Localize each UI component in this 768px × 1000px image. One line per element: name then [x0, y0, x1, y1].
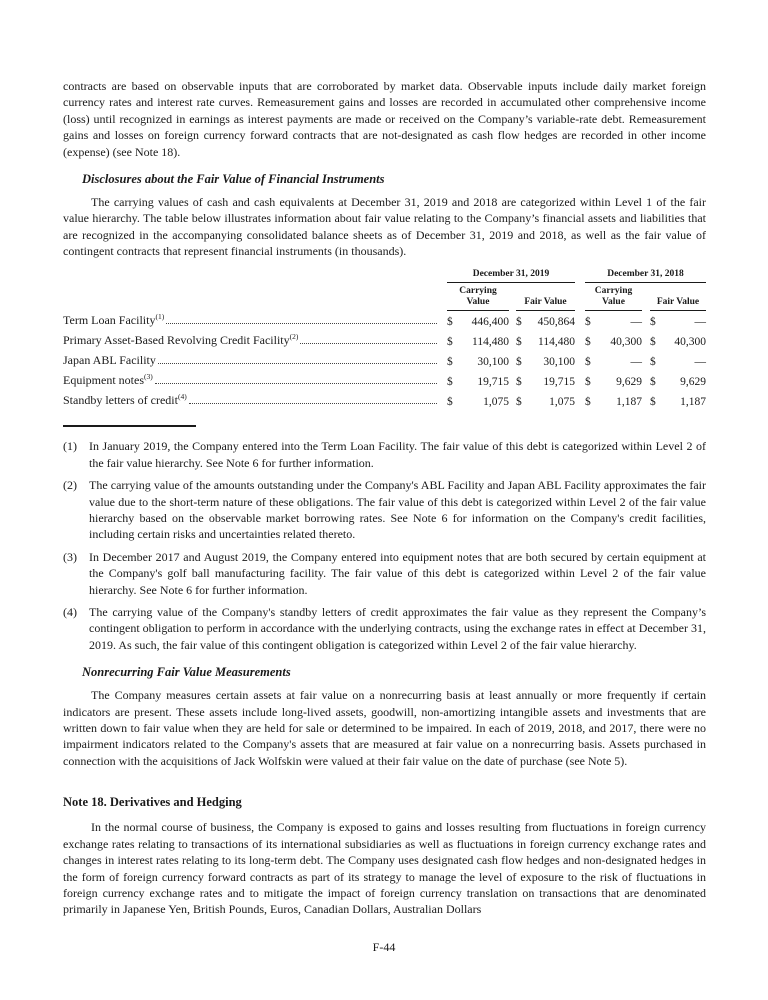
currency-symbol: $ — [447, 336, 453, 349]
table-row — [63, 390, 706, 410]
subheader-fair-value-2018: Fair Value — [650, 283, 706, 311]
row-label-cell — [63, 330, 440, 350]
table-body — [63, 310, 706, 410]
row-label: Equipment notes$^{(3)}$ — [63, 372, 153, 388]
amount-value: 30,100 — [477, 356, 509, 369]
currency-symbol: $ — [447, 356, 453, 369]
amount-value: 114,480 — [472, 336, 509, 349]
subheader-fair-value-2019: Fair Value — [516, 283, 575, 311]
footnote-item — [63, 438, 706, 471]
footnote-text: In January 2019, the Company entered into the Term Loan Facility. The fair value of this debt is categorized within Level 2 of the fair value hierarchy. See Note 6 for further information. — [89, 439, 706, 470]
amount-value: 1,187 — [616, 396, 642, 409]
amount-value: 114,480 — [538, 336, 575, 349]
amount-cell — [516, 390, 575, 410]
footnote-item — [63, 604, 706, 653]
amount-cell — [585, 370, 642, 390]
amount-cell — [650, 350, 706, 370]
table-row — [63, 330, 706, 350]
currency-symbol: $ — [516, 356, 522, 369]
note18-paragraph: In the normal course of business, the Company is exposed to gains and losses resulting from fluctuations in foreign currency exchange rates relating to transactions of its international subsidiaries as well as fluctuations in foreign currency exchange rates and changes in interest rates relating to its long-term debt. The Company uses designated cash flow hedges and non-designated hedges in the form of foreign currency forward contracts as part of its strategy to manage the level of exposure to the risk of fluctuations in foreign currency exchange rates and to mitigate the impact of foreign currency translation on transactions that are denominated primarily in Japanese Yen, British Pounds, Euros, Canadian Dollars, Australian Dollars — [63, 820, 706, 917]
amount-cell — [516, 330, 575, 350]
dot-leader — [166, 323, 437, 324]
footnote-text: In December 2017 and August 2019, the Company entered into equipment notes that are both secured by certain equipment at the Company's golf ball manufacturing facility. The fair value of this debt is categorized within Level 2 of the fair value hierarchy. See Note 6 for further information. — [89, 549, 706, 597]
heading-nonrecurring-fair-value: Nonrecurring Fair Value Measurements — [82, 665, 291, 680]
footnote-marker: (3) — [63, 549, 77, 564]
amount-cell — [516, 350, 575, 370]
amount-cell — [447, 310, 509, 330]
footnote-marker: (1) — [63, 439, 77, 454]
footnotes — [63, 438, 706, 653]
heading-note-18: Note 18. Derivatives and Hedging — [63, 795, 242, 810]
footnote-marker: (4) — [63, 605, 77, 620]
fair-value-table — [63, 269, 706, 411]
amount-cell — [585, 390, 642, 410]
footnote-item — [63, 549, 706, 598]
amount-cell — [447, 370, 509, 390]
amount-value: 40,300 — [674, 336, 706, 349]
amount-cell — [650, 310, 706, 330]
footnote-divider — [63, 425, 196, 427]
currency-symbol: $ — [516, 336, 522, 349]
currency-symbol: $ — [650, 376, 656, 389]
dot-leader — [158, 363, 437, 364]
currency-symbol: $ — [447, 396, 453, 409]
amount-cell — [585, 330, 642, 350]
amount-value: 9,629 — [616, 376, 642, 389]
amount-cell — [516, 310, 575, 330]
heading-disclosures-fair-value: Disclosures about the Fair Value of Financial Instruments — [82, 172, 385, 187]
footnote-text: The carrying value of the Company's standby letters of credit approximates the fair value as they represent the Company’s contingent obligation to perform in accordance with the underlying contracts, using the exchange rates in effect at December 31, 2019. As such, the fair value of this contingent obligation is categorized within Level 2 of the fair value hierarchy. — [89, 605, 706, 652]
amount-value: 450,864 — [537, 316, 575, 329]
currency-symbol: $ — [585, 376, 591, 389]
row-label-cell — [63, 350, 440, 370]
row-label-cell — [63, 390, 440, 410]
currency-symbol: $ — [516, 376, 522, 389]
row-label-cell — [63, 370, 440, 390]
page-number: F-44 — [372, 940, 396, 954]
dot-leader — [155, 383, 437, 384]
amount-value: 30,100 — [543, 356, 575, 369]
amount-cell — [585, 310, 642, 330]
column-group-2018: December 31, 2018 — [585, 269, 706, 283]
intro-paragraph: contracts are based on observable inputs that are corroborated by market data. Observable inputs include daily market foreign currency rates and interest rate curves. Remeasurement gains and losses are recorded in accumulated other comprehensive income (loss) until recognized in earnings as interest payments are made or received on the Company’s variable-rate debt. Remeasurement gains and losses on foreign currency forward contracts that are not-designated as cash flow hedges are recorded in other income (expense) (see Note 18). — [63, 79, 706, 159]
footnote-text: The carrying value of the amounts outstanding under the Company's ABL Facility and Japan ABL Facility approximates the fair value due to the short-term nature of these obligations. The fair value of this debt is categorized within Level 2 of the fair value hierarchy based on the observable market borrowing rates. See Note 6 for information on the Company's credit facilities, including certain risks and uncertainties related thereto. — [89, 478, 706, 542]
footnote-reference: (4) — [177, 392, 187, 402]
currency-symbol: $ — [650, 336, 656, 349]
amount-value: 40,300 — [610, 336, 642, 349]
currency-symbol: $ — [585, 336, 591, 349]
row-label-cell — [63, 310, 440, 330]
amount-cell — [447, 330, 509, 350]
amount-value: — — [630, 356, 642, 369]
currency-symbol: $ — [447, 316, 453, 329]
currency-symbol: $ — [650, 316, 656, 329]
dot-leader — [300, 343, 437, 344]
table-row — [63, 350, 706, 370]
amount-value: — — [694, 316, 706, 329]
table-row — [63, 310, 706, 330]
row-label: Primary Asset-Based Revolving Credit Facility$^{(2)}$ — [63, 332, 299, 348]
amount-value: 19,715 — [543, 376, 575, 389]
currency-symbol: $ — [650, 356, 656, 369]
subheader-carrying-value-2019: Carrying Value — [447, 283, 509, 311]
table-subheader-row — [63, 283, 706, 311]
row-label: Japan ABL Facility — [63, 353, 156, 368]
amount-value: 1,075 — [549, 396, 575, 409]
subheader-carrying-value-2018: Carrying Value — [585, 283, 642, 311]
footnote-marker: (2) — [63, 478, 77, 493]
currency-symbol: $ — [447, 376, 453, 389]
amount-cell — [650, 370, 706, 390]
table-row — [63, 370, 706, 390]
amount-cell — [516, 370, 575, 390]
amount-cell — [650, 390, 706, 410]
footnote-item — [63, 477, 706, 543]
currency-symbol: $ — [585, 316, 591, 329]
dot-leader — [189, 403, 437, 404]
amount-value: — — [630, 316, 642, 329]
row-label: Standby letters of credit$^{(4)}$ — [63, 392, 187, 408]
row-label: Term Loan Facility$^{(1)}$ — [63, 312, 165, 328]
disclosures-paragraph: The carrying values of cash and cash equivalents at December 31, 2019 and 2018 are categorized within Level 1 of the fair value hierarchy. The table below illustrates information about fair value relating to the Company’s financial assets and liabilities that are recognized in the accompanying consolidated balance sheets as of December 31, 2019 and 2018, as well as the fair value of contingent contracts that represent financial instruments (in thousands). — [63, 195, 706, 259]
nonrecurring-paragraph: The Company measures certain assets at fair value on a nonrecurring basis at least annually or more frequently if certain indicators are present. These assets include long-lived assets, goodwill, non-amortizing intangible assets and investments that are written down to fair value when they are held for sale or determined to be impaired. In each of 2019, 2018, and 2017, there were no impairment indicators related to the Company's assets that are measured at fair value on a nonrecurring basis. Assets purchased in connection with the acquisitions of Jack Wolfskin were valued at their fair value on the date of purchase (see Note 5). — [63, 688, 706, 768]
currency-symbol: $ — [516, 396, 522, 409]
amount-cell — [585, 350, 642, 370]
currency-symbol: $ — [585, 356, 591, 369]
amount-value: — — [694, 356, 706, 369]
currency-symbol: $ — [585, 396, 591, 409]
amount-cell — [650, 330, 706, 350]
amount-value: 1,187 — [680, 396, 706, 409]
amount-value: 9,629 — [680, 376, 706, 389]
footnote-reference: (1) — [155, 312, 165, 322]
column-group-2019: December 31, 2019 — [447, 269, 575, 283]
amount-value: 446,400 — [471, 316, 509, 329]
currency-symbol: $ — [650, 396, 656, 409]
amount-cell — [447, 350, 509, 370]
amount-value: 1,075 — [483, 396, 509, 409]
amount-cell — [447, 390, 509, 410]
footnote-reference: (2) — [289, 332, 299, 342]
currency-symbol: $ — [516, 316, 522, 329]
amount-value: 19,715 — [477, 376, 509, 389]
footnote-reference: (3) — [144, 372, 153, 382]
table-group-header-row — [63, 269, 706, 283]
